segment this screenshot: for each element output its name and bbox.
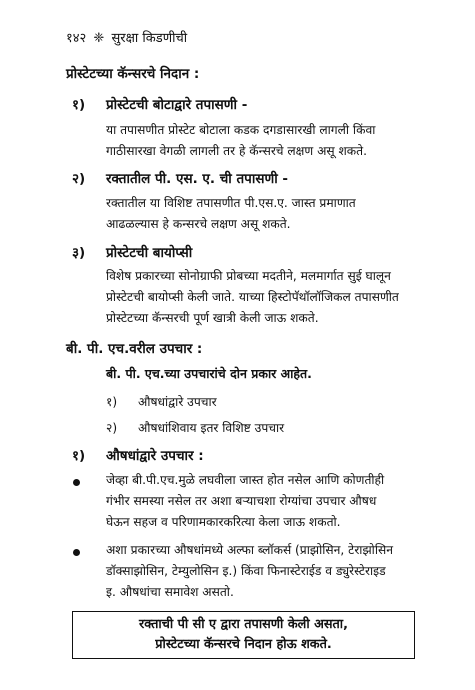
item-2-line-2: आढळल्यास हे कन्सरचे लक्षण असू शकते. (106, 217, 291, 231)
item-1-line-2: गाठीसारखा वेगळी लागली तर हे कॅन्सरचे लक्षण असू शकते. (106, 144, 367, 158)
item-2-title: रक्तातील पी. एस. ए. ची तपासणी - (106, 171, 289, 187)
note-box (72, 611, 415, 659)
page-number: १४२ (66, 31, 87, 46)
book-title: सुरक्षा किडणीची (111, 31, 188, 46)
item-3-number: ३) (72, 245, 86, 261)
bullet-1-dot (73, 479, 80, 486)
note-line-2: प्रोस्टेटच्या कॅन्सरचे निदान होऊ शकते. (155, 637, 332, 652)
item-1-number: १) (72, 97, 86, 113)
bph-heading: बी. पी. एच.वरील उपचार : (66, 341, 203, 357)
bullet-1-line-2: गंभीर समस्या नसेल तर अशा बऱ्याचशा रोग्यांचा उपचार औषध (106, 494, 377, 508)
bullet-1-line-3: घेऊन सहज व परिणामकारकरित्या केला जाऊ शकतो. (106, 515, 341, 529)
bph-subheading: बी. पी. एच.च्या उपचारांचे दोन प्रकार आहेत. (106, 366, 312, 381)
item-1-title: प्रोस्टेटची बोटाद्वारे तपासणी - (106, 97, 248, 113)
bullet-2-dot (73, 549, 80, 556)
item-3-line-1: विशेष प्रकारच्या सोनोग्राफी प्रोबच्या मदतीने, मलमार्गात सुई घालून (106, 269, 391, 283)
item-3-line-3: प्रोस्टेटच्या कॅन्सरची पूर्ण खात्री केली जाऊ शकते. (106, 311, 319, 325)
diagnosis-heading: प्रोस्टेटच्या कॅन्सरचे निदान : (66, 66, 200, 82)
medication-heading: औषधांद्वारे उपचार : (106, 448, 204, 464)
item-2-text (106, 193, 424, 235)
item-3-title: प्रोस्टेटची बायोप्सी (106, 245, 193, 261)
bullet-1-line-1: जेव्हा बी.पी.एच.मुळे लघवीला जास्त होत नसेल आणि कोणतीही (106, 473, 385, 487)
item-1-line-1: या तपासणीत प्रोस्टेट बोटाला कडक दगडासारखी लागली किंवा (106, 123, 376, 137)
bullet-2-line-3: इ. औषधांचा समावेश असतो. (106, 585, 234, 599)
item-2-number: २) (72, 171, 86, 187)
note-line-1: रक्ताची पी सी ए द्वारा तपासणी केली असता, (139, 617, 348, 632)
item-3-line-2: प्रोस्टेटची बायोप्सी केली जाते. याच्या हिस्टोपॅथॉलॉजिकल तपासणीत (106, 290, 399, 304)
bph-option-1-label: औषधांद्वारे उपचार (138, 395, 217, 409)
item-3-text (106, 266, 424, 329)
bullet-1-text (106, 470, 424, 533)
medication-number: १) (72, 448, 86, 464)
bph-option-2-number: २) (106, 421, 118, 435)
bph-option-2-label: औषधांशिवाय इतर विशिष्ट उपचार (138, 421, 285, 435)
bullet-2-line-1: अशा प्रकारच्या औषधांमध्ये अल्फा ब्लॉकर्स (प्राझोसिन, टेराझोसिन (106, 543, 393, 557)
header-ornament: ❈ (93, 31, 105, 46)
item-2-line-1: रक्तातील या विशिष्ट तपासणीत पी.एस.ए. जास्त प्रमाणात (106, 196, 356, 210)
bph-option-1-number: १) (106, 395, 118, 409)
bullet-2-text (106, 540, 424, 603)
item-1-text (106, 120, 424, 162)
page-header (66, 28, 187, 46)
bullet-2-line-2: डॉक्साझोसिन, टेम्युलोसिन इ.) किंवा फिनास्टेराईड व ड्युरेस्टेराइड (106, 564, 386, 578)
